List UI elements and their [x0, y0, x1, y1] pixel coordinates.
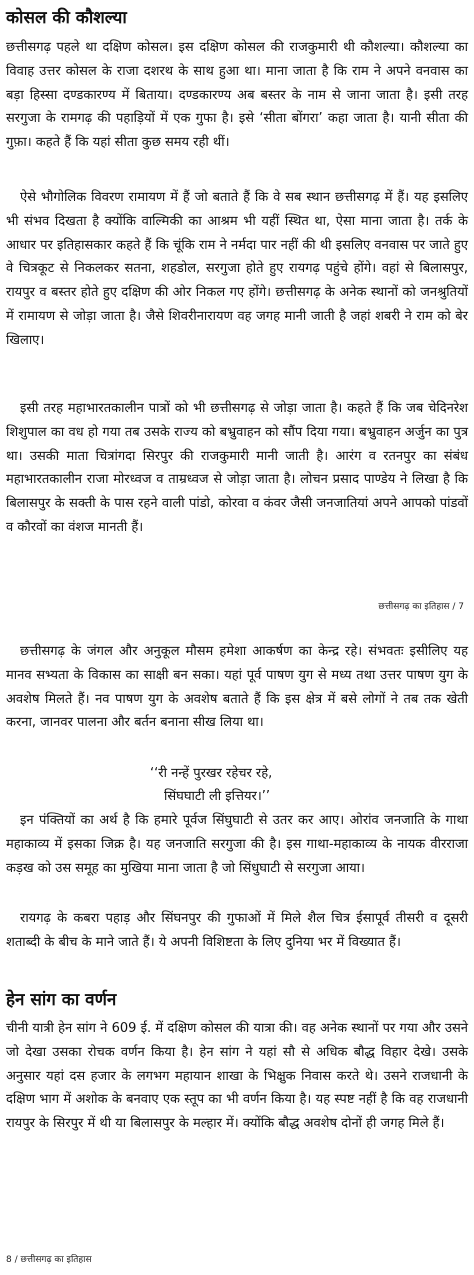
paragraph-3: इसी तरह महाभारतकालीन पात्रों को भी छत्तीसगढ़ से जोड़ा जाता है। कहते हैं कि जब चेदिनरेश शिशुपाल का वध हो गया तब उसके राज्य को बभ्रुवाहन को सौंप दिया गया। बभ्रुवाहन अर्जुन का पुत्र था। उसकी माता चित्रांगदा सिरपुर की राजकुमारी मानी जाती है। आरंग व रतनपुर का संबंध महाभारतकालीन राजा मोरध्वज व ताम्रध्वज से जोड़ा जाता है। लोचन प्रसाद पाण्डेय ने लिखा है कि बिलासपुर के सक्ती के पास रहने वाली पांडो, कोरवा व कंवर जैसी जनजातियां अपने आपको पांडवों व कौरवों का वंशज मानती हैं। — [6, 401, 468, 535]
paragraph-4: छत्तीसगढ़ के जंगल और अनुकूल मौसम हमेशा आकर्षण का केन्द्र रहे। संभवतः इसीलिए यह मानव सभ्यता के विकास का साक्षी बन सका। यहां पूर्व पाषण युग से मध्य तथा उत्तर पाषण युग के अवशेष मिलते हैं। नव पाषण युग के अवशेष बताते हैं कि इस क्षेत्र में बसे लोगों ने तब तक खेती करना, जानवर पालना और बर्तन बनाना सीख लिया था। — [6, 644, 468, 731]
section-heading-kosal: कोसल की कौशल्या — [6, 8, 127, 28]
poem-line-2: सिंघघाटी ली इत्तियर।’’ — [164, 789, 271, 804]
paragraph-7: चीनी यात्री हेन सांग ने 609 ई. में दक्षिण कोसल की यात्रा की। वह अनेक स्थानों पर गया और उसने जो देखा उसका रोचक वर्णन किया है। हेन सांग ने यहां सौ से अधिक बौद्ध विहार देखे। उसके अनुसार यहां दस हजार के लगभग महायान शाखा के भिक्षुक निवास करते थे। उसने राजधानी के दक्षिण भाग में अशोक के बनवाए एक स्तूप का भी वर्णन किया है। यह स्पष्ट नहीं है कि वह राजधानी रायपुर के सिरपुर में थी या बिलासपुर के मल्हार में। क्योंकि बौद्ध अवशेष दोनों ही जगह मिले हैं। — [6, 1021, 468, 1132]
page-footer-8: 8 / छत्तीसगढ़ का इतिहास — [6, 1255, 92, 1265]
paragraph-1: छत्तीसगढ़ पहले था दक्षिण कोसल। इस दक्षिण कोसल की राजकुमारी थी कौशल्या। कौशल्या का विवाह उत्तर कोसल के राजा दशरथ के साथ हुआ था। माना जाता है कि राम ने अपने वनवास का बड़ा हिस्सा दण्डकारण्य में बिताया। दण्डकारण्य अब बस्तर के नाम से जाना जाता है। इसी तरह सरगुजा के रामगढ़ की पहाड़ियों में एक गुफा है। इसे ‘सीता बोंगरा’ कहा जाता है। यानी सीता की गुफ़ा। कहते हैं कि यहां सीता कुछ समय रही थीं। — [6, 40, 468, 151]
poem-line-1: ‘‘री नन्हें पुरखर रहेचर रहे, — [150, 766, 273, 781]
paragraph-6: रायगढ़ के कबरा पहाड़ और सिंघनपुर की गुफाओं में मिले शैल चित्र ईसापूर्व तीसरी व दूसरी शताब्दी के बीच के माने जाते हैं। ये अपनी विशिष्टता के लिए दुनिया भर में विख्यात हैं। — [6, 911, 468, 950]
paragraph-2: ऐसे भौगोलिक विवरण रामायण में हैं जो बताते हैं कि वे सब स्थान छत्तीसगढ़ में हैं। यह इसलिए भी संभव दिखता है क्योंकि वाल्मिकी का आश्रम भी यहीं स्थित था, ऐसा माना जाता है। तर्क के आधार पर इतिहासकार कहते हैं कि चूंकि राम ने नर्मदा पार नहीं की थी इसलिए वनवास पर जाते हुए वे चित्रकूट से निकलकर सतना, शहडोल, सरगुजा होते हुए रायगढ़ पहुंचे होंगे। वहां से बिलासपुर, रायपुर व बस्तर होते हुए दक्षिण की ओर निकल गए होंगे। छत्तीसगढ़ के अनेक स्थानों को जनश्रुतियों में रामायण से जोड़ा जाता है। जैसे शिवरीनारायण वह जगह मानी जाती है जहां शबरी ने राम को बेर खिलाए। — [6, 190, 468, 348]
paragraph-5: इन पंक्तियों का अर्थ है कि हमारे पूर्वज सिंघुघाटी से उतर कर आए। ओरांव जनजाति के गाथा महाकाव्य में इसका जिक्र है। यह जनजाति सरगुजा की है। इस गाथा-महाकाव्य के नायक वीरराजा कड़ख को उस समूह का मुखिया माना जाता है जो सिंधुघाटी से सरगुजा आया। — [6, 813, 468, 876]
section-heading-hen-sang: हेन सांग का वर्णन — [6, 990, 117, 1010]
page-footer-7: छत्तीसगढ़ का इतिहास / 7 — [378, 602, 464, 612]
poem-block — [150, 762, 272, 808]
